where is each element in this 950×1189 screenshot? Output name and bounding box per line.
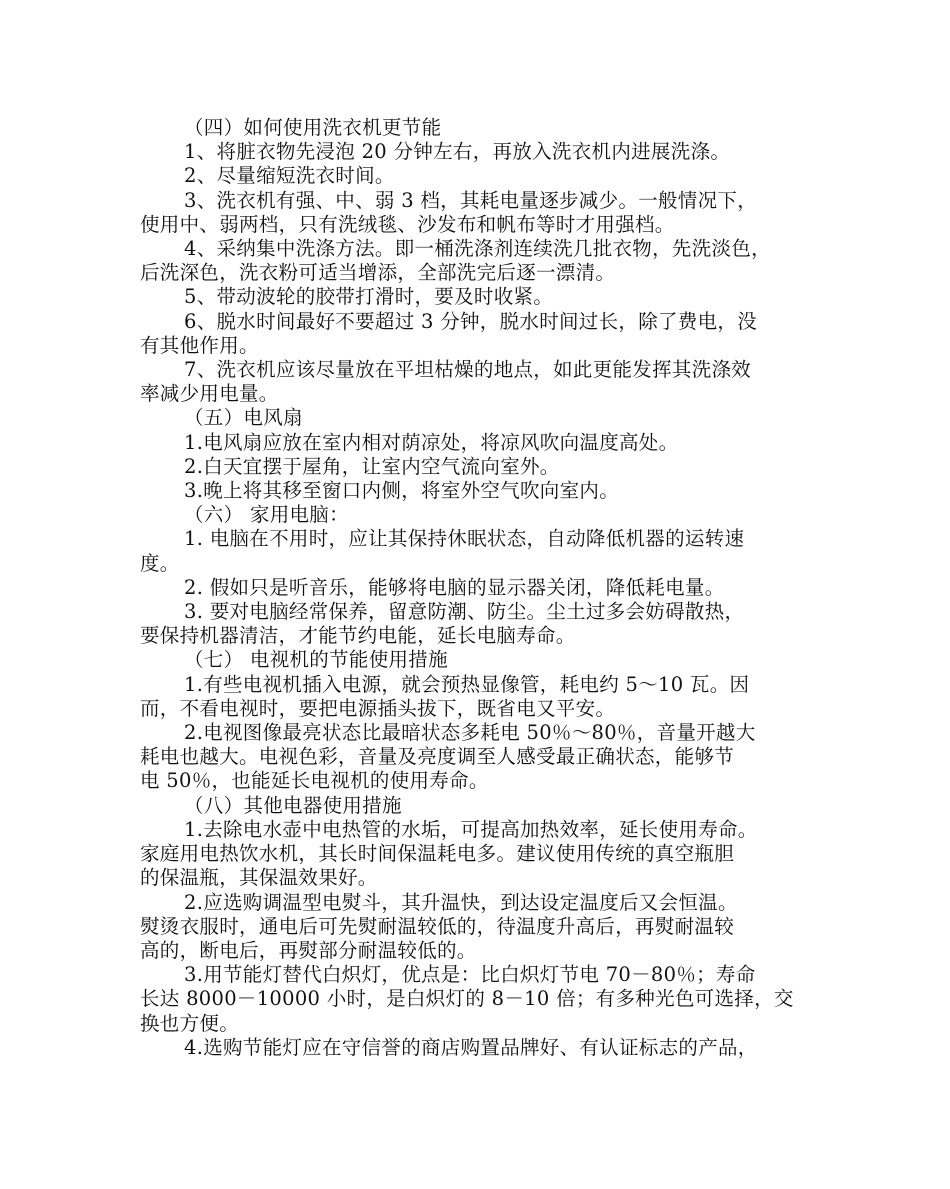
text-line: 2. 假如只是听音乐，能够将电脑的显示器关闭，降低耗电量。	[184, 575, 725, 599]
text-line: 3、洗衣机有强、中、弱 3 档，其耗电量逐步减少。一般情况下，	[184, 188, 758, 212]
text-line: 度。	[140, 551, 180, 575]
text-line: 换也方便。	[140, 1011, 240, 1035]
text-line: 后洗深色，洗衣粉可适当增添，全部洗完后逐一漂清。	[140, 261, 616, 285]
text-line: 2、尽量缩短洗衣时间。	[184, 164, 395, 188]
text-line: 的保温瓶，其保温效果好。	[140, 866, 378, 890]
text-line: 高的，断电后，再熨部分耐温较低的。	[140, 938, 477, 962]
text-line: 5、带动波轮的胶带打滑时，要及时收紧。	[184, 285, 554, 309]
text-line: 有其他作用。	[140, 333, 259, 357]
text-line: 3.晚上将其移至窗口内侧，将室外空气吹向室内。	[184, 479, 620, 503]
document-body	[140, 116, 812, 1060]
text-line: 家庭用电热饮水机，其长时间保温耗电多。建议使用传统的真空瓶胆	[140, 842, 735, 866]
text-line: 1.电风扇应放在室内相对荫凉处，将凉风吹向温度高处。	[184, 430, 679, 454]
text-line: （七） 电视机的节能使用措施	[184, 648, 448, 672]
text-line: 1.有些电视机插入电源，就会预热显像管，耗电约 5～10 瓦。因	[184, 672, 750, 696]
text-line: 6、脱水时间最好不要超过 3 分钟，脱水时间过长，除了费电，没	[184, 309, 758, 333]
text-line: 1、将脏衣物先浸泡 20 分钟左右，再放入洗衣机内进展洗涤。	[184, 140, 731, 164]
text-line: （八）其他电器使用措施	[184, 793, 402, 817]
text-line: 1.去除电水壶中电热管的水垢，可提高加热效率，延长使用寿命。	[184, 817, 758, 841]
text-line: 使用中、弱两档，只有洗绒毯、沙发布和帆布等时才用强档。	[140, 212, 675, 236]
text-line: 7、洗衣机应该尽量放在平坦枯燥的地点，如此更能发挥其洗涤效	[184, 358, 752, 382]
text-line: 2.白天宜摆于屋角，让室内空气流向室外。	[184, 454, 560, 478]
text-line: 长达 8000－10000 小时，是白炽灯的 8－10 倍；有多种光色可选择，交	[140, 987, 794, 1011]
text-line: 熨烫衣服时，通电后可先熨耐温较低的，待温度升高后，再熨耐温较	[140, 914, 735, 938]
text-line: 3.用节能灯替代白炽灯，优点是：比白炽灯节电 70－80％；寿命	[184, 963, 756, 987]
text-line: 电 50％，也能延长电视机的使用寿命。	[140, 769, 489, 793]
text-line: 1. 电脑在不用时，应让其保持休眠状态，自动降低机器的运转速	[184, 527, 745, 551]
text-line: 3. 要对电脑经常保养，留意防潮、防尘。尘土过多会妨碍散热，	[184, 600, 745, 624]
text-line: （四）如何使用洗衣机更节能	[184, 116, 442, 139]
text-line: （五）电风扇	[184, 406, 303, 430]
text-line: 4、采纳集中洗涤方法。即一桶洗涤剂连续洗几批衣物，先洗淡色，	[184, 237, 771, 261]
text-line: 耗电也越大。电视色彩，音量及亮度调至人感受最正确状态，能够节	[140, 745, 735, 769]
text-line: 2.电视图像最亮状态比最暗状态多耗电 50％～80％，音量开越大	[184, 721, 756, 745]
text-line: （六） 家用电脑：	[184, 503, 349, 527]
text-line: 率减少用电量。	[140, 382, 279, 406]
text-line: 而，不看电视时，要把电源插头拔下，既省电又平安。	[140, 696, 616, 720]
text-line: 4.选购节能灯应在守信誉的商店购置品牌好、有认证标志的产品，	[184, 1035, 758, 1059]
text-line: 要保持机器清洁，才能节约电能，延长电脑寿命。	[140, 624, 576, 648]
text-line: 2.应选购调温型电熨斗，其升温快，到达设定温度后又会恒温。	[184, 890, 738, 914]
